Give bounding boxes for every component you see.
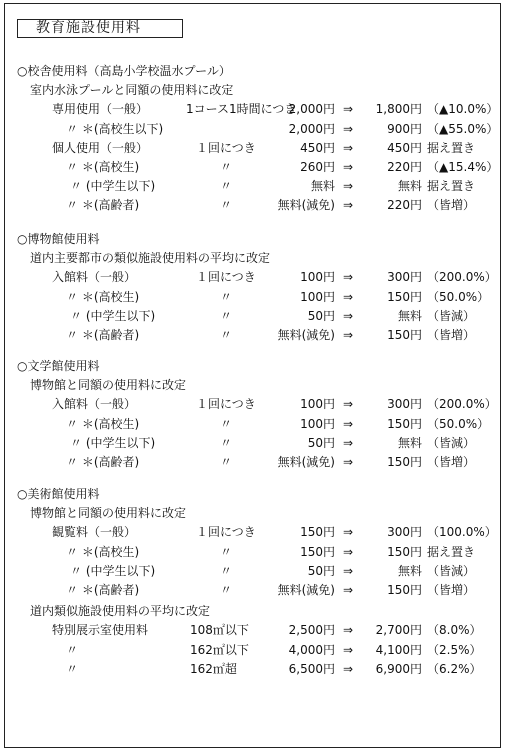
change-note: 据え置き (427, 179, 476, 194)
fee-row (0, 543, 508, 561)
change-note: （8.0%） (427, 623, 482, 638)
new-fee: 300円 (387, 270, 422, 285)
fee-row (0, 100, 508, 118)
section-heading: ○博物館使用料 (17, 232, 100, 246)
old-fee: 無料(減免) (277, 583, 335, 597)
arrow-icon: ⇒ (343, 289, 354, 304)
fee-unit: １回につき (196, 397, 256, 412)
arrow-icon: ⇒ (343, 308, 354, 323)
arrow-icon: ⇒ (343, 179, 354, 194)
arrow-icon: ⇒ (343, 140, 354, 155)
fee-label: 〃 ＊(高校生以下) (66, 121, 164, 136)
old-fee: 6,500円 (288, 661, 335, 676)
section-heading: ○校舎使用料（高島小学校温水プール） (17, 64, 231, 78)
fee-unit: 108㎡以下 (190, 623, 249, 638)
fee-row (0, 326, 508, 344)
fee-unit: 〃 (220, 435, 233, 450)
fee-unit: １回につき (196, 140, 256, 155)
fee-unit: 〃 (220, 289, 233, 304)
fee-label: 入館料（一般） (52, 270, 137, 285)
old-fee: 4,000円 (288, 642, 335, 657)
new-fee: 4,100円 (375, 642, 422, 657)
fee-label: 〃 ＊(高校生) (66, 544, 140, 559)
fee-label: 専用使用（一般） (52, 102, 149, 117)
change-note: （50.0%） (427, 289, 490, 304)
change-note: （100.0%） (427, 525, 497, 540)
change-note: （皆増） (427, 198, 476, 213)
change-note: （50.0%） (427, 416, 490, 431)
arrow-icon: ⇒ (343, 416, 354, 431)
change-note: （皆減） (427, 435, 476, 450)
fee-label: 〃 ＊(高齢者) (66, 198, 140, 213)
group-subheading: 道内類似施設使用料の平均に改定 (30, 604, 211, 619)
change-note: （皆増） (427, 583, 476, 597)
group-subheading: 道内主要都市の類似施設使用料の平均に改定 (30, 251, 271, 266)
arrow-icon: ⇒ (343, 544, 354, 559)
fee-unit: 〃 (220, 328, 233, 342)
fee-label: 〃 ＊(高齢者) (66, 583, 140, 597)
fee-label: 個人使用（一般） (52, 140, 149, 155)
fee-label: 〃 (中学生以下) (70, 435, 156, 450)
fee-row (0, 581, 508, 599)
old-fee: 2,000円 (288, 121, 335, 136)
new-fee: 220円 (387, 160, 422, 174)
old-fee: 100円 (300, 416, 335, 431)
new-fee: 2,700円 (375, 623, 422, 638)
fee-row (0, 288, 508, 306)
old-fee: 50円 (307, 563, 335, 578)
arrow-icon: ⇒ (343, 642, 354, 657)
change-note: （▲15.4%） (427, 160, 499, 174)
fee-row (0, 177, 508, 195)
change-note: （▲55.0%） (427, 121, 499, 136)
fee-unit: 162㎡超 (190, 661, 237, 676)
new-fee: 無料 (397, 308, 422, 323)
change-note: 据え置き (427, 140, 476, 155)
new-fee: 300円 (387, 397, 422, 412)
old-fee: 450円 (300, 140, 335, 155)
old-fee: 150円 (300, 525, 335, 540)
arrow-icon: ⇒ (343, 397, 354, 412)
old-fee: 150円 (300, 544, 335, 559)
fee-unit: 〃 (220, 583, 233, 597)
fee-unit: 〃 (220, 416, 233, 431)
change-note: （200.0%） (427, 397, 497, 412)
fee-unit: 〃 (220, 455, 233, 469)
arrow-icon: ⇒ (343, 160, 354, 174)
section-heading: ○文学館使用料 (17, 359, 100, 373)
arrow-icon: ⇒ (343, 623, 354, 638)
arrow-icon: ⇒ (343, 198, 354, 213)
group-subheading: 博物館と同額の使用料に改定 (30, 378, 187, 393)
group-subheading: 室内水泳プールと同額の使用料に改定 (30, 83, 234, 98)
fee-row (0, 196, 508, 214)
old-fee: 無料(減免) (277, 455, 335, 469)
fee-label: 〃 ＊(高校生) (66, 289, 140, 304)
fee-row (0, 523, 508, 541)
change-note: （2.5%） (427, 642, 482, 657)
old-fee: 2,500円 (288, 623, 335, 638)
new-fee: 150円 (387, 455, 422, 469)
fee-row (0, 415, 508, 433)
fee-unit: 〃 (220, 160, 233, 174)
fee-row (0, 268, 508, 286)
old-fee: 50円 (307, 435, 335, 450)
fee-label: 〃 (中学生以下) (70, 563, 156, 578)
fee-unit: １回につき (196, 270, 256, 285)
old-fee: 無料(減免) (277, 328, 335, 342)
fee-label: 特別展示室使用料 (52, 623, 149, 638)
fee-row (0, 660, 508, 678)
arrow-icon: ⇒ (343, 661, 354, 676)
arrow-icon: ⇒ (343, 328, 354, 342)
fee-unit: 〃 (220, 563, 233, 578)
fee-label: 〃 (中学生以下) (70, 308, 156, 323)
new-fee: 900円 (387, 121, 422, 136)
old-fee: 50円 (307, 308, 335, 323)
change-note: （皆減） (427, 563, 476, 578)
new-fee: 220円 (387, 198, 422, 213)
new-fee: 1,800円 (375, 102, 422, 117)
fee-row (0, 434, 508, 452)
new-fee: 150円 (387, 544, 422, 559)
new-fee: 300円 (387, 525, 422, 540)
arrow-icon: ⇒ (343, 525, 354, 540)
fee-unit: 〃 (220, 179, 233, 194)
arrow-icon: ⇒ (343, 563, 354, 578)
fee-row (0, 562, 508, 580)
fee-label: 入館料（一般） (52, 397, 137, 412)
fee-unit: 1コース1時間につき (186, 102, 297, 117)
group-subheading: 博物館と同額の使用料に改定 (30, 506, 187, 521)
arrow-icon: ⇒ (343, 270, 354, 285)
arrow-icon: ⇒ (343, 455, 354, 469)
change-note: （皆増） (427, 328, 476, 342)
new-fee: 150円 (387, 416, 422, 431)
fee-label: 〃 ＊(高齢者) (66, 328, 140, 342)
old-fee: 無料(減免) (277, 198, 335, 213)
fee-row (0, 641, 508, 659)
new-fee: 150円 (387, 289, 422, 304)
change-note: （6.2%） (427, 661, 482, 676)
change-note: （皆増） (427, 455, 476, 469)
fee-label: 観覧料（一般） (52, 525, 137, 540)
new-fee: 無料 (397, 563, 422, 578)
fee-unit: 〃 (220, 198, 233, 213)
old-fee: 100円 (300, 289, 335, 304)
old-fee: 260円 (300, 160, 335, 174)
change-note: 据え置き (427, 544, 476, 559)
change-note: （▲10.0%） (427, 102, 499, 117)
fee-unit: 〃 (220, 308, 233, 323)
old-fee: 100円 (300, 270, 335, 285)
change-note: （皆減） (427, 308, 476, 323)
fee-row (0, 158, 508, 176)
old-fee: 無料 (310, 179, 335, 194)
fee-unit: 162㎡以下 (190, 642, 249, 657)
old-fee: 2,000円 (288, 102, 335, 117)
fee-label: 〃 ＊(高齢者) (66, 455, 140, 469)
fee-row (0, 621, 508, 639)
new-fee: 無料 (397, 179, 422, 194)
fee-row (0, 139, 508, 157)
arrow-icon: ⇒ (343, 121, 354, 136)
fee-label: 〃 (66, 661, 79, 676)
section-heading: ○美術館使用料 (17, 487, 100, 501)
old-fee: 100円 (300, 397, 335, 412)
fee-unit: 〃 (220, 544, 233, 559)
new-fee: 150円 (387, 328, 422, 342)
new-fee: 6,900円 (375, 661, 422, 676)
change-note: （200.0%） (427, 270, 497, 285)
fee-label: 〃 ＊(高校生) (66, 416, 140, 431)
fee-row (0, 307, 508, 325)
fee-row (0, 453, 508, 471)
fee-label: 〃 (中学生以下) (70, 179, 156, 194)
arrow-icon: ⇒ (343, 435, 354, 450)
fee-label: 〃 ＊(高校生) (66, 160, 140, 174)
new-fee: 無料 (397, 435, 422, 450)
new-fee: 450円 (387, 140, 422, 155)
new-fee: 150円 (387, 583, 422, 597)
fee-row (0, 120, 508, 138)
fee-row (0, 395, 508, 413)
arrow-icon: ⇒ (343, 583, 354, 597)
fee-unit: １回につき (196, 525, 256, 540)
page-title: 教育施設使用料 (17, 19, 183, 38)
fee-label: 〃 (66, 642, 79, 657)
arrow-icon: ⇒ (343, 102, 354, 117)
